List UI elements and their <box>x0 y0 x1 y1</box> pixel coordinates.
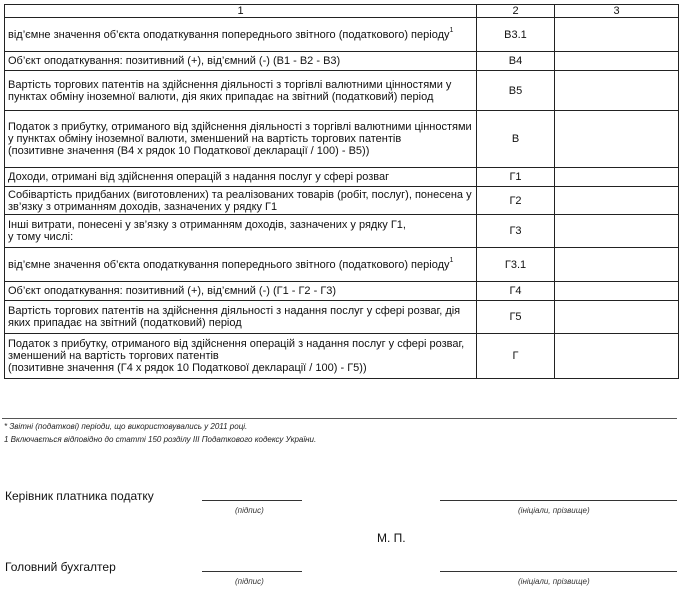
footnote-ref: 1 <box>449 256 454 264</box>
row-value-cell[interactable] <box>555 301 679 334</box>
accountant-signature-field[interactable] <box>202 571 302 572</box>
director-name-field[interactable] <box>440 500 677 501</box>
director-label: Керівник платника податку <box>5 489 154 503</box>
table-row <box>5 111 679 168</box>
row-description <box>5 111 477 168</box>
row-label: Вартість торгових патентів на здійснення діяльності з торгівлі валютними цінностями у пунктах обміну іноземної валюти, дія яких припадає на звітний (податковий) період <box>8 78 452 103</box>
director-name-hint: (ініціали, прізвище) <box>518 506 590 515</box>
row-description <box>5 334 477 379</box>
director-signature-hint: (підпис) <box>235 506 264 515</box>
table-row <box>5 248 679 282</box>
row-value-cell[interactable] <box>555 111 679 168</box>
table-row <box>5 52 679 71</box>
row-label: від’ємне значення об’єкта оподаткування попереднього звітного (податкового) періоду <box>8 258 450 271</box>
row-description <box>5 187 477 215</box>
row-label: Податок з прибутку, отриманого від здійснення операцій з надання послуг у сфері розваг, зменшений на вартість торгових патентів <box>8 338 465 362</box>
accountant-name-hint: (ініціали, прізвище) <box>518 577 590 586</box>
accountant-signature-hint: (підпис) <box>235 577 264 586</box>
row-label: Інші витрати, понесені у зв’язку з отриманням доходів, зазначених у рядку Г1, <box>8 219 406 231</box>
row-value-cell[interactable] <box>555 18 679 52</box>
row-label-extra: у тому числі: <box>8 231 74 243</box>
row-description <box>5 248 477 282</box>
stamp-placeholder: М. П. <box>377 531 406 545</box>
footnote-divider <box>2 418 677 419</box>
table-row <box>5 187 679 215</box>
table-row <box>5 334 679 379</box>
row-code: В4 <box>477 52 555 71</box>
table-row <box>5 71 679 111</box>
director-signature-field[interactable] <box>202 500 302 501</box>
row-label: від’ємне значення об’єкта оподаткування попереднього звітного (податкового) періоду <box>8 28 450 41</box>
row-description <box>5 52 477 71</box>
row-code: В <box>477 111 555 168</box>
table-header-row <box>5 5 679 18</box>
table-row <box>5 168 679 187</box>
table-row <box>5 215 679 248</box>
row-label-extra: (позитивне значення (Г4 х рядок 10 Податкової декларації / 100) - Г5)) <box>8 362 367 374</box>
row-value-cell[interactable] <box>555 168 679 187</box>
row-description <box>5 18 477 52</box>
row-value-cell[interactable] <box>555 282 679 301</box>
row-code: Г <box>477 334 555 379</box>
footnote-ref: 1 <box>449 26 454 34</box>
footnote-1: 1 Включається відповідно до статті 150 розділу III Податкового кодексу України. <box>4 435 317 444</box>
row-label: Об’єкт оподаткування: позитивний (+), від’ємний (-) (Г1 - Г2 - Г3) <box>8 285 337 297</box>
row-description <box>5 168 477 187</box>
row-code: Г5 <box>477 301 555 334</box>
row-value-cell[interactable] <box>555 187 679 215</box>
row-code: В5 <box>477 71 555 111</box>
column-header-3: 3 <box>555 5 679 18</box>
row-value-cell[interactable] <box>555 334 679 379</box>
row-label: Вартість торгових патентів на здійснення діяльності з надання послуг у сфері розваг, дія яких припадає на звітний (податковий) період <box>8 305 461 329</box>
row-value-cell[interactable] <box>555 71 679 111</box>
row-label: Собівартість придбаних (виготовлених) та реалізованих товарів (робіт, послуг), понесена у зв’язку з отриманням доходів, зазначених у рядку Г1 <box>8 188 472 213</box>
table-row <box>5 301 679 334</box>
row-code: В3.1 <box>477 18 555 52</box>
row-description <box>5 282 477 301</box>
row-label: Податок з прибутку, отриманого від здійснення діяльності з торгівлі валютними цінностями у пунктах обміну іноземної валюти, зменшений на вартість торгових патентів <box>8 121 472 145</box>
footnote-star: * Звітні (податкові) періоди, що використовувались у 2011 році. <box>4 422 248 431</box>
row-description <box>5 71 477 111</box>
tax-form-table <box>4 4 679 379</box>
row-code: Г4 <box>477 282 555 301</box>
row-code: Г2 <box>477 187 555 215</box>
accountant-label: Головний бухгалтер <box>5 560 116 574</box>
table-row <box>5 18 679 52</box>
row-value-cell[interactable] <box>555 52 679 71</box>
row-value-cell[interactable] <box>555 248 679 282</box>
column-header-1: 1 <box>5 5 477 18</box>
row-label: Доходи, отримані від здійснення операцій з надання послуг у сфері розваг <box>8 171 390 183</box>
row-code: Г3 <box>477 215 555 248</box>
row-description <box>5 301 477 334</box>
row-value-cell[interactable] <box>555 215 679 248</box>
row-label: Об’єкт оподаткування: позитивний (+), від’ємний (-) (В1 - В2 - В3) <box>8 55 341 67</box>
table-row <box>5 282 679 301</box>
row-code: Г3.1 <box>477 248 555 282</box>
row-description <box>5 215 477 248</box>
accountant-name-field[interactable] <box>440 571 677 572</box>
column-header-2: 2 <box>477 5 555 18</box>
row-code: Г1 <box>477 168 555 187</box>
row-label-extra: (позитивне значення (В4 х рядок 10 Податкової декларації / 100) - В5)) <box>8 145 370 157</box>
